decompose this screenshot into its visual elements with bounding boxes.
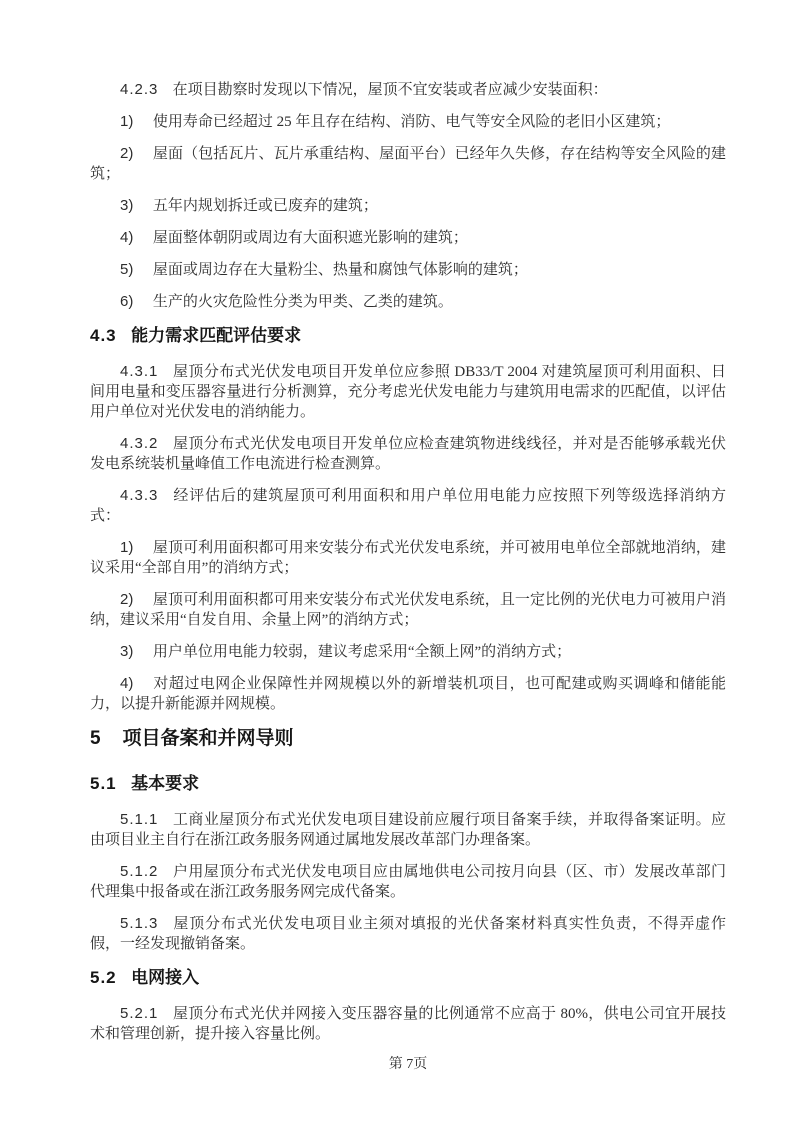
list-item-1 [90,538,726,578]
heading-number: 4.3 [90,326,117,345]
clause-text: 户用屋顶分布式光伏发电项目应由属地供电公司按月向县（区、市）发展改革部门代理集中报备或在浙江政务服务网完成代备案。 [90,864,726,900]
clause-text: 工商业屋顶分布式光伏发电项目建设前应履行项目备案手续，并取得备案证明。应由项目业主自行在浙江政务服务网通过属地发展改革部门办理备案。 [90,812,726,848]
list-item-3 [90,196,726,216]
clause-4-3-2 [90,434,726,474]
heading-text: 能力需求匹配评估要求 [131,326,302,345]
item-number: 2) [120,145,134,162]
item-text: 屋顶可利用面积都可用来安装分布式光伏发电系统，并可被用电单位全部就地消纳，建议采用“全部自用”的消纳方式； [90,540,726,576]
list-item-2 [90,590,726,630]
item-number: 5) [120,261,134,278]
heading-number: 5.1 [90,774,117,793]
item-text: 屋面或周边存在大量粉尘、热量和腐蚀气体影响的建筑； [152,262,528,278]
list-item-3 [90,642,726,662]
list-item-1 [90,112,726,132]
item-number: 3) [120,197,134,214]
clause-number: 4.3.2 [120,435,159,452]
clause-number: 4.3.1 [120,363,159,380]
item-number: 2) [120,591,134,608]
item-text: 用户单位用电能力较弱，建议考虑采用“全额上网”的消纳方式； [152,644,572,660]
list-item-4 [90,228,726,248]
list-item-4 [90,674,726,714]
clause-text: 屋顶分布式光伏发电项目业主须对填报的光伏备案材料真实性负责，不得弄虚作假，一经发现撤销备案。 [90,916,726,952]
clause-number: 5.1.2 [120,863,159,880]
clause-4-3-1 [90,362,726,422]
clause-5-1-2 [90,862,726,902]
heading-5-1 [90,772,726,796]
item-text: 生产的火灾危险性分类为甲类、乙类的建筑。 [152,294,453,310]
document-body [90,80,726,1074]
item-number: 4) [120,675,134,692]
clause-number: 5.1.3 [120,915,159,932]
clause-5-2-1 [90,1004,726,1044]
heading-number: 5 [90,728,102,749]
clause-text: 经评估后的建筑屋顶可利用面积和用户单位用电能力应按照下列等级选择消纳方式： [90,488,726,524]
list-item-5 [90,260,726,280]
item-number: 1) [120,539,134,556]
clause-number: 5.1.1 [120,811,159,828]
item-number: 4) [120,229,134,246]
heading-5-2 [90,966,726,990]
clause-5-1-1 [90,810,726,850]
heading-number: 5.2 [90,968,117,987]
clause-text: 屋顶分布式光伏发电项目开发单位应参照 DB33/T 2004 对建筑屋顶可利用面积、日间用电量和变压器容量进行分析测算，充分考虑光伏发电能力与建筑用电需求的匹配值，以评估用户单位对光伏发电的消纳能力。 [90,364,726,420]
heading-text: 项目备案和并网导则 [122,728,294,749]
item-number: 3) [120,643,134,660]
clause-number: 5.2.1 [120,1005,159,1022]
item-text: 屋面（包括瓦片、瓦片承重结构、屋面平台）已经年久失修，存在结构等安全风险的建筑； [90,146,726,182]
list-item-6 [90,292,726,312]
heading-text: 基本要求 [131,774,200,793]
clause-5-1-3 [90,914,726,954]
heading-text: 电网接入 [131,968,200,987]
item-number: 6) [120,293,134,310]
list-item-2 [90,144,726,184]
clause-4-2-3 [90,80,726,100]
clause-text: 屋顶分布式光伏发电项目开发单位应检查建筑物进线线径，并对是否能够承载光伏发电系统装机量峰值工作电流进行检查测算。 [90,436,726,472]
item-text: 对超过电网企业保障性并网规模以外的新增装机项目，也可配建或购买调峰和储能能力，以提升新能源并网规模。 [90,676,726,712]
clause-text: 在项目勘察时发现以下情况，屋顶不宜安装或者应减少安装面积： [172,82,608,98]
chapter-heading-5 [90,726,726,752]
item-number: 1) [120,113,134,130]
clause-4-3-3 [90,486,726,526]
clause-number: 4.2.3 [120,81,159,98]
item-text: 使用寿命已经超过 25 年且存在结构、消防、电气等安全风险的老旧小区建筑； [152,114,671,130]
item-text: 屋顶可利用面积都可用来安装分布式光伏发电系统，且一定比例的光伏电力可被用户消纳，建议采用“自发自用、余量上网”的消纳方式； [90,592,726,628]
item-text: 屋面整体朝阴或周边有大面积遮光影响的建筑； [152,230,468,246]
clause-text: 屋顶分布式光伏并网接入变压器容量的比例通常不应高于 80%，供电公司宜开展技术和管理创新，提升接入容量比例。 [90,1006,726,1042]
page-number: 第 7页 [388,1057,428,1072]
item-text: 五年内规划拆迁或已废弃的建筑； [152,198,378,214]
heading-4-3 [90,324,726,348]
clause-number: 4.3.3 [120,487,159,504]
